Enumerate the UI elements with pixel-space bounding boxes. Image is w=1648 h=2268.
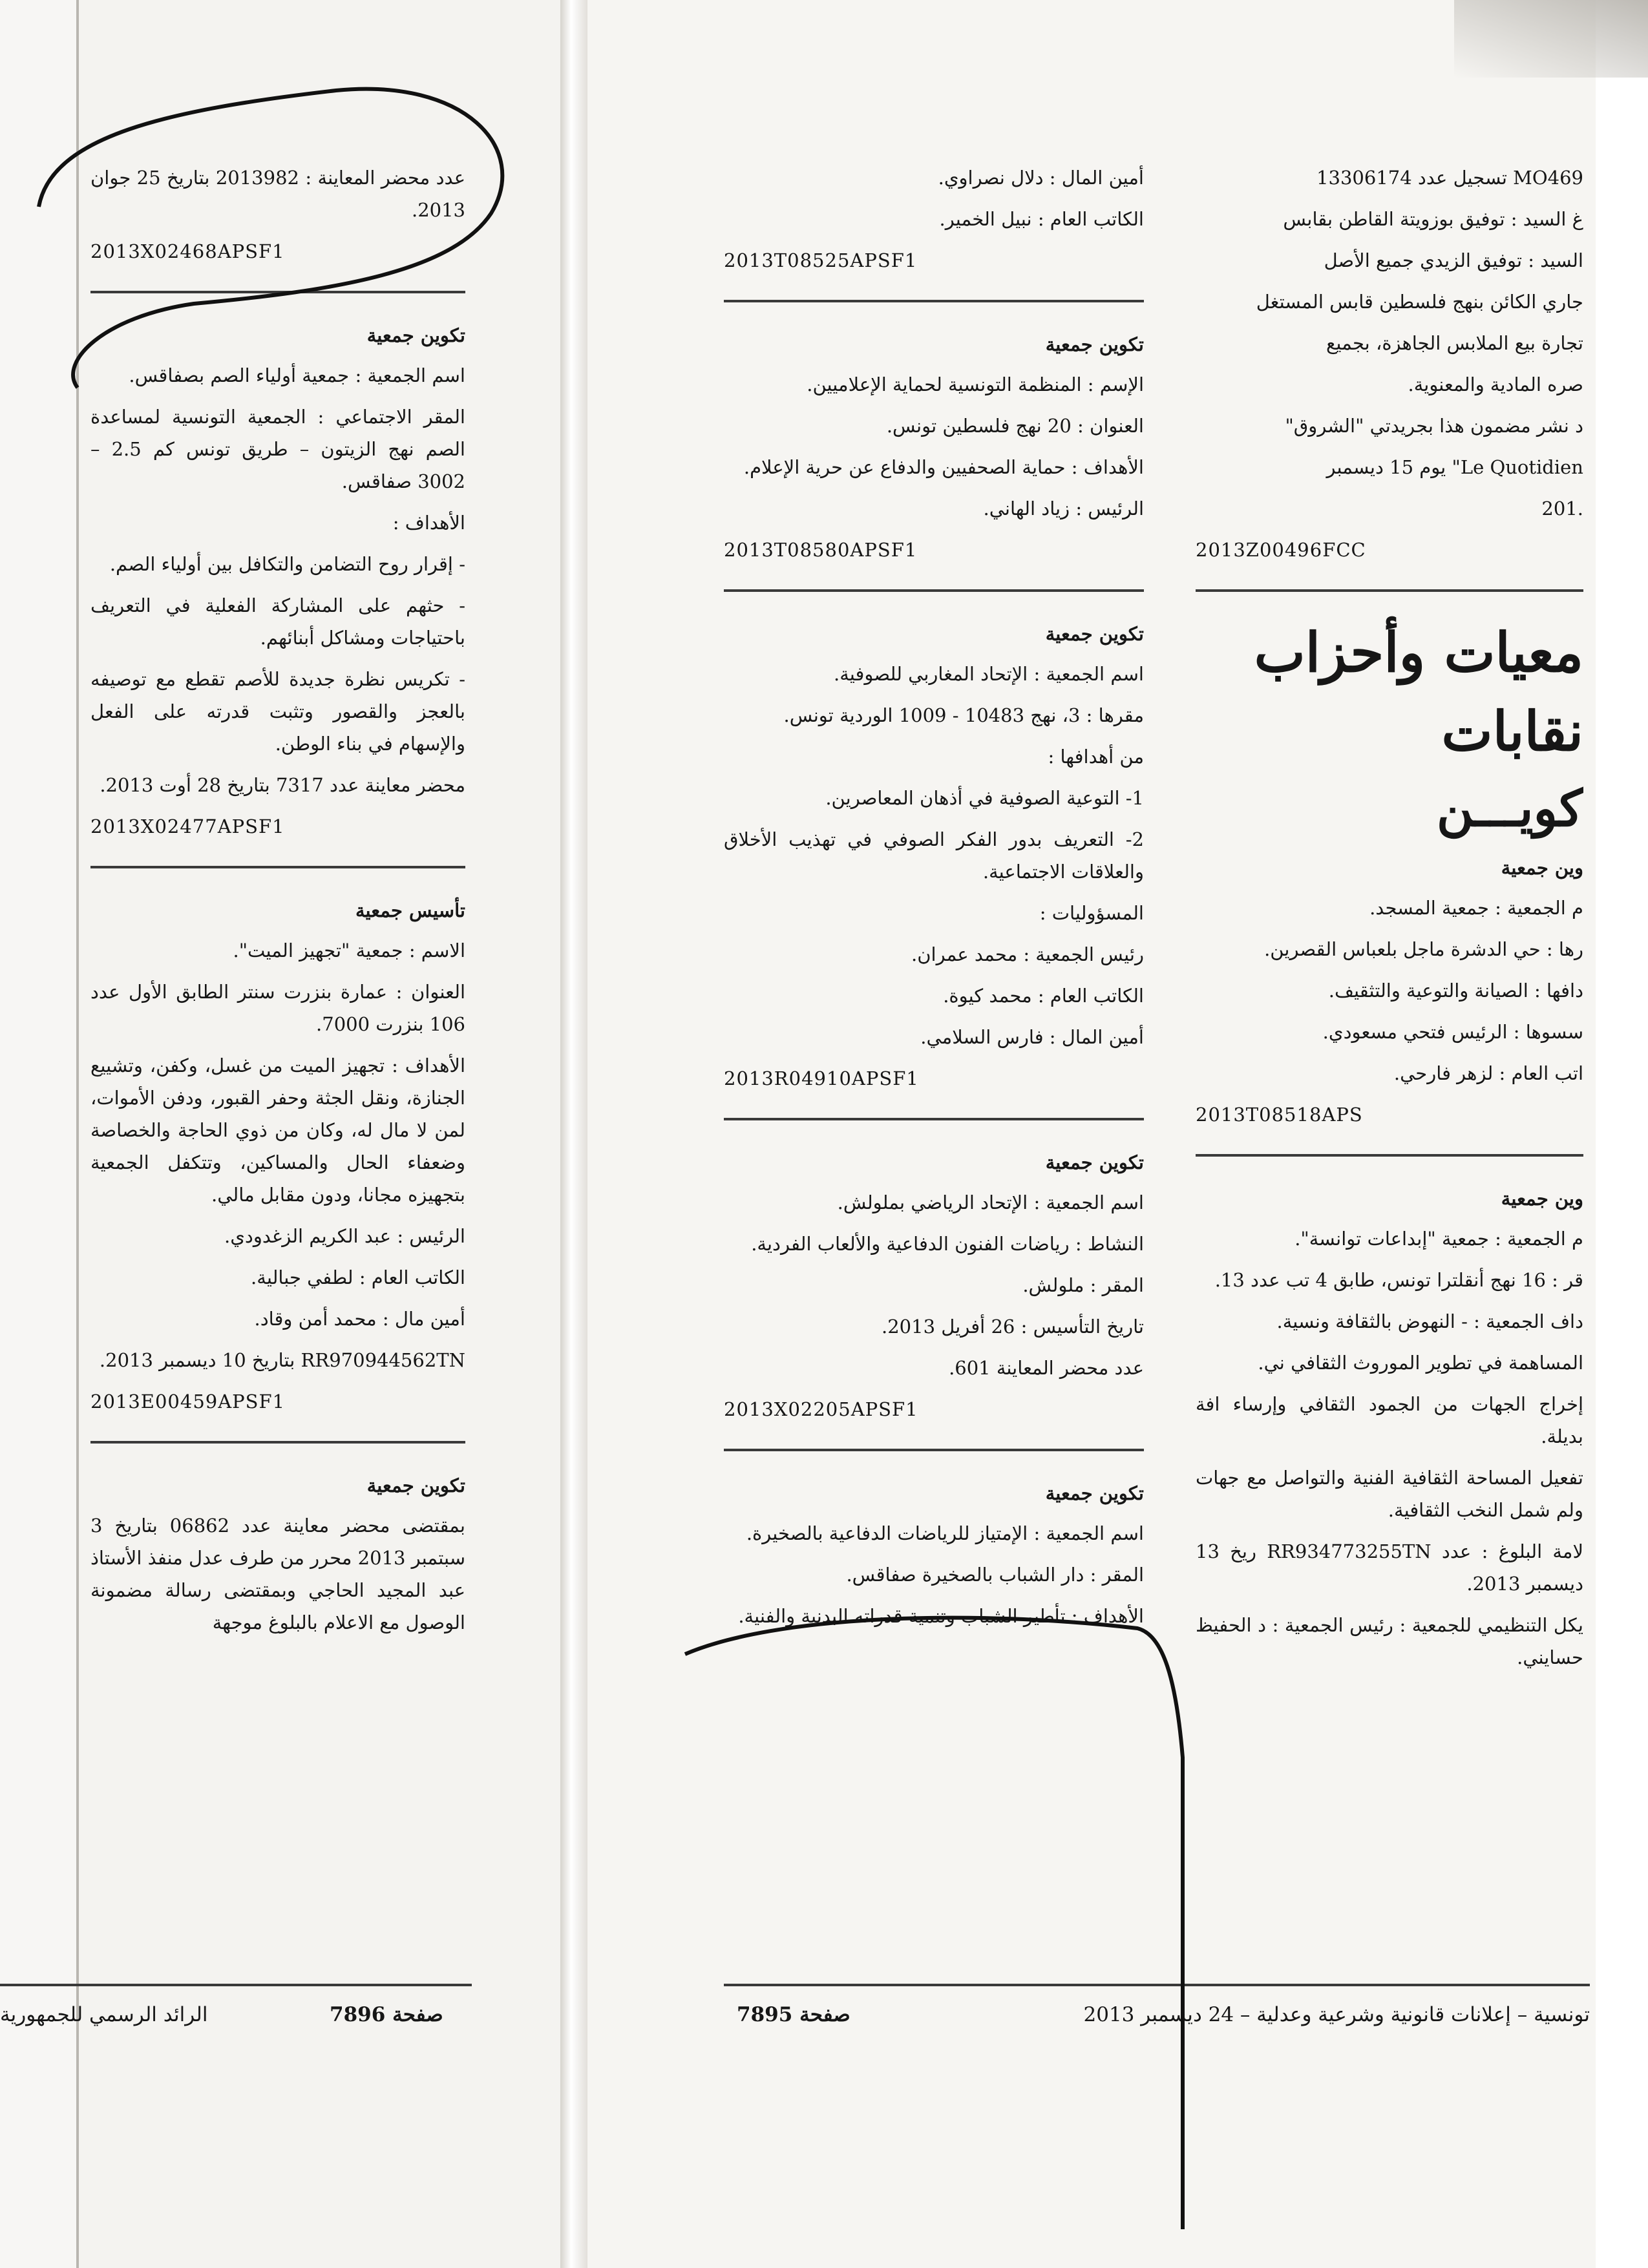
right-page-column-right [1196,162,1583,1683]
left-page-number: صفحة 7896 [330,2003,443,2026]
notice-paragraph: إخراج الجهات من الجمود الثقافي وإرساء افة بديلة. [1196,1393,1583,1447]
page-fold [560,0,587,2268]
notice-reference-code: 2013R04910APSF1 [724,1067,919,1089]
notice-block [724,162,1144,277]
notice-separator [90,866,465,868]
notice-separator [724,300,1144,302]
notice-paragraph: - حثهم على المشاركة الفعلية في التعريف باحتياجات ومشاكل أبنائهم. [90,594,465,649]
notice-block [90,319,465,843]
notice-paragraph: الرئيس : زياد الهاني. [983,498,1144,520]
notice-block [1196,162,1583,566]
section-title: معيات وأحزاب [1254,620,1583,684]
notice-paragraph: المقر : دار الشباب بالصخيرة صفاقس. [846,1564,1144,1586]
notice-paragraph: الإسم : المنظمة التونسية لحماية الإعلاميين. [807,373,1144,395]
notice-paragraph: اسم الجمعية : الإتحاد الرياضي بملولش. [837,1192,1144,1213]
notice-paragraph: RR970944562TN بتاريخ 10 ديسمبر 2013. [99,1349,465,1371]
section-subtitle: كويـــن [1436,779,1583,838]
notice-paragraph: أمين المال : فارس السلامي. [920,1026,1144,1048]
notice-block [1196,1182,1583,1674]
notice-paragraph: سسوها : الرئيس فتحي مسعودي. [1322,1021,1583,1043]
right-footer-rule [724,1984,1590,1986]
notice-separator [90,1441,465,1444]
left-page-column [90,162,465,1648]
notice-paragraph: المقر : ملولش. [1022,1274,1144,1296]
notice-paragraph: النشاط : رياضات الفنون الدفاعية والألعاب الفردية. [751,1233,1144,1255]
notice-heading: تكوين جمعية [366,324,465,346]
notice-block [90,894,465,1418]
section-title-line2: نقابات [1441,699,1583,763]
notice-separator [724,1118,1144,1120]
notice-paragraph: تفعيل المساحة الثقافية الفنية والتواصل مع جهات ولم شمل النخب الثقافية. [1196,1467,1583,1521]
notice-paragraph: لامة البلوغ : عدد RR934773255TN ريخ 13 ديسمبر 2013. [1196,1540,1583,1595]
notice-paragraph: صره المادية والمعنوية. [1408,373,1583,395]
notice-block [724,328,1144,566]
notice-paragraph: دافها : الصيانة والتوعية والتثقيف. [1328,980,1583,1002]
notice-heading: تكوين جمعية [366,1475,465,1496]
right-page-running-title: تونسية – إعلانات قانونية وشرعية وعدلية – 24 ديسمبر 2013 [1083,2003,1590,2026]
notice-paragraph: رها : حي الدشرة ماجل بلعباس القصرين. [1264,938,1583,960]
notice-paragraph: 2- التعريف بدور الفكر الصوفي في تهذيب الأخلاق والعلاقات الاجتماعية. [724,828,1144,883]
notice-paragraph: الكاتب العام : محمد كيوة. [943,985,1144,1007]
left-page-running-title: الرائد الرسمي للجمهورية [0,2003,208,2026]
notice-paragraph: رئيس الجمعية : محمد عمران. [911,943,1144,965]
notice-paragraph: م الجمعية : جمعية المسجد. [1369,897,1583,919]
notice-paragraph: اسم الجمعية : الإتحاد المغاربي للصوفية. [833,663,1144,685]
notice-paragraph: قر : 16 نهج أنقلترا تونس، طابق 4 تب عدد 13. [1214,1269,1583,1291]
notice-heading: تكوين جمعية [1045,1482,1144,1504]
notice-paragraph: العنوان : عمارة بنزرت سنتر الطابق الأول عدد 106 بنزرت 7000. [90,981,465,1035]
scan-shadow [1454,0,1648,78]
notice-block [724,1146,1144,1425]
notice-separator [724,1449,1144,1451]
notice-separator [724,589,1144,592]
notice-paragraph: .201 [1541,498,1583,520]
notice-paragraph: - تكريس نظرة جديدة للأصم تقطع مع توصيفه بالعجز والقصور وتثبت قدرته على الفعل والإسهام في بناء الوطن. [90,668,465,755]
notice-reference-code: 2013T08525APSF1 [724,249,918,271]
notice-paragraph: - إقرار روح التضامن والتكافل بين أولياء الصم. [109,553,465,575]
notice-paragraph: اسم الجمعية : جمعية أولياء الصم بصفاقس. [129,364,465,386]
notice-block [1196,852,1583,1131]
notice-paragraph: بمقتضى محضر معاينة عدد 06862 بتاريخ 3 سبتمبر 2013 محرر من طرف عدل منفذ الأستاذ عبد المجيد الحاجي وبمقتضى رسالة مضمونة الوصول مع الاعلام بالبلوغ موجهة [90,1515,465,1633]
notice-paragraph: محضر معاينة عدد 7317 بتاريخ 28 أوت 2013. [100,774,465,796]
notice-paragraph: عدد محضر المعاينة : 2013982 بتاريخ 25 جوان 2013. [90,167,466,221]
notice-reference-code: 2013X02477APSF1 [90,815,285,837]
notice-paragraph: د نشر مضمون هذا بجريدتي "الشروق" [1285,415,1583,437]
notice-paragraph: عدد محضر المعاينة 601. [949,1357,1144,1379]
notice-paragraph: غ السيد : توفيق بوزويتة القاطن بقابس [1283,208,1583,230]
notice-reference-code: 2013T08580APSF1 [724,539,918,561]
notice-paragraph: اتب العام : لزهر فارحي. [1393,1062,1583,1084]
notice-heading: تكوين جمعية [1045,623,1144,645]
notice-paragraph: الأهداف : تأطير الشباب وتنمية قدراته البدنية والفنية. [738,1605,1144,1627]
notice-paragraph: اسم الجمعية : الإمتياز للرياضات الدفاعية بالصخيرة. [746,1522,1144,1544]
notice-reference-code: 2013Z00496FCC [1196,539,1366,561]
right-page-column-left [724,162,1144,1641]
scan-right-margin [1596,0,1648,2268]
right-page-number: صفحة 7895 [737,2003,850,2026]
notice-paragraph: أمين مال : محمد أمن وقاد. [254,1308,465,1330]
notice-block [90,1469,465,1639]
notice-paragraph: المسؤوليات : [1039,902,1144,924]
notice-paragraph: 1- التوعية الصوفية في أذهان المعاصرين. [825,787,1144,809]
notice-reference-code: 2013T08518APS [1196,1104,1363,1126]
notice-paragraph: جاري الكائن بنهج فلسطين قابس المستغل [1256,291,1583,313]
notice-paragraph: الكاتب العام : نبيل الخمير. [939,208,1144,230]
notice-paragraph: مقرها : 3، نهج 10483 - 1009 الوردية تونس. [783,704,1144,726]
notice-paragraph: يكل التنظيمي للجمعية : رئيس الجمعية : د الحفيظ حسايني. [1196,1614,1583,1668]
notice-reference-code: 2013E00459APSF1 [90,1391,286,1412]
notice-paragraph: تجارة بيع الملابس الجاهزة، بجميع [1326,332,1583,354]
notice-paragraph: المقر الاجتماعي : الجمعية التونسية لمساعدة الصم نهج الزيتون – طريق تونس كم 2.5 – 3002 صفاقس. [90,406,465,492]
notice-reference-code: 2013X02205APSF1 [724,1398,918,1420]
left-footer-rule [0,1984,472,1986]
notice-paragraph: السيد : توفيق الزيدي جميع الأصل [1324,249,1583,271]
notice-separator [90,291,465,293]
notice-heading: تكوين جمعية [1045,1151,1144,1173]
notice-heading: وين جمعية [1501,857,1583,879]
notice-paragraph: العنوان : 20 نهج فلسطين تونس. [886,415,1144,437]
notice-paragraph: أمين المال : دلال نصراوي. [938,167,1144,189]
notice-separator [1196,589,1583,592]
notice-paragraph: م الجمعية : جمعية "إبداعات توانسة". [1294,1228,1583,1250]
notice-paragraph: الرئيس : عبد الكريم الزغدودي. [224,1225,465,1247]
notice-heading: تكوين جمعية [1045,333,1144,355]
notice-heading: تأسيس جمعية [355,899,465,921]
notice-paragraph: الكاتب العام : لطفي جبالية. [251,1266,465,1288]
notice-paragraph: MO469 تسجيل عدد 13306174 [1316,167,1583,189]
notice-paragraph: الأهداف : [392,512,465,534]
notice-heading: وين جمعية [1501,1188,1583,1210]
notice-paragraph: الأهداف : تجهيز الميت من غسل، وكفن، وتشييع الجنازة، ونقل الجثة وحفر القبور، ودفن الأموات، لمن لا مال له، وكان من ذوي الحاجة والخصاصة وضعفاء الحال والمساكين، وتتكفل الجمعية بتجهيزه مجانا، ودون مقابل مالي. [90,1055,465,1206]
scan-left-margin [0,0,78,2268]
notice-paragraph: المساهمة في تطوير الموروث الثقافي ني. [1258,1352,1583,1374]
notice-paragraph: الأهداف : حماية الصحفيين والدفاع عن حرية الإعلام. [743,456,1144,478]
notice-paragraph: من أهدافها : [1048,746,1144,768]
notice-block [90,162,465,268]
notice-block [724,618,1144,1095]
notice-paragraph: الاسم : جمعية "تجهيز الميت". [233,940,465,961]
notice-paragraph: داف الجمعية : - النهوض بالثقافة ونسية. [1276,1310,1583,1332]
notice-block [724,1477,1144,1632]
notice-paragraph: تاريخ التأسيس : 26 أفريل 2013. [882,1316,1144,1338]
notice-paragraph: Le Quotidien" يوم 15 ديسمبر [1326,456,1583,478]
notice-reference-code: 2013X02468APSF1 [90,240,285,262]
notice-separator [1196,1154,1583,1157]
